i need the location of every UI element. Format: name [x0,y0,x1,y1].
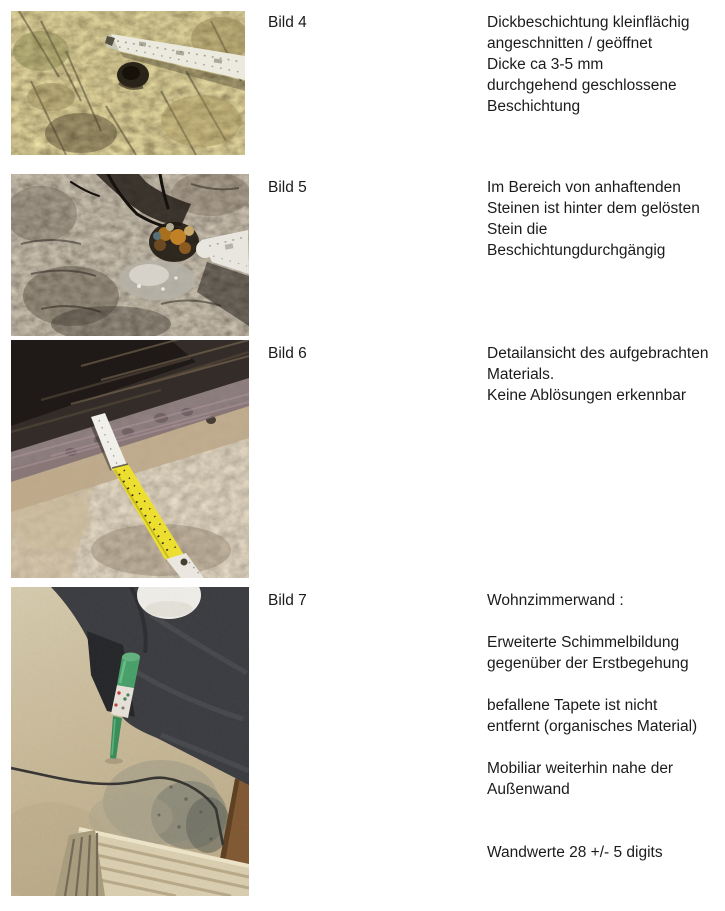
description-line: Beschichtung [487,98,581,115]
description-line: Dicke ca 3-5 mm [487,56,604,73]
description-line [487,611,723,632]
figure-label-bild-7: Bild 7 [268,592,307,609]
description-line: Wohnzimmerwand : [487,592,624,609]
description-line: Keine Ablösungen erkennbar [487,387,687,404]
description-line: durchgehend geschlossene [487,77,677,94]
description-line: Beschichtungdurchgängig [487,242,666,259]
description-line: Erweiterte Schimmelbildung [487,634,680,651]
figure-description-bild-5 [487,177,723,261]
description-line [487,800,723,821]
description-line: Steinen ist hinter dem gelösten [487,200,700,217]
description-line: Im Bereich von anhaftenden [487,179,681,196]
figure-label-bild-4: Bild 4 [268,14,307,31]
figure-description-bild-7 [487,590,723,863]
description-line [487,737,723,758]
description-line [487,821,723,842]
description-line: Stein die [487,221,548,238]
description-line [487,674,723,695]
photo-bild-4 [11,11,245,155]
photo-bild-5 [11,174,249,336]
photo-bild-6 [11,340,249,578]
description-line: Mobiliar weiterhin nahe der [487,760,674,777]
description-line: angeschnitten / geöffnet [487,35,653,52]
figure-label-bild-5: Bild 5 [268,179,307,196]
figure-description-bild-4 [487,12,723,117]
description-line: Dickbeschichtung kleinflächig [487,14,690,31]
description-line: befallene Tapete ist nicht [487,697,658,714]
figure-label-bild-6: Bild 6 [268,345,307,362]
description-line: entfernt (organisches Material) [487,718,698,735]
figure-description-bild-6 [487,343,723,406]
description-line: Materials. [487,366,555,383]
photo-bild-7 [11,587,249,896]
description-line: Außenwand [487,781,570,798]
description-line: Detailansicht des aufgebrachten [487,345,709,362]
description-line: gegenüber der Erstbegehung [487,655,689,672]
description-line: Wandwerte 28 +/- 5 digits [487,844,663,861]
